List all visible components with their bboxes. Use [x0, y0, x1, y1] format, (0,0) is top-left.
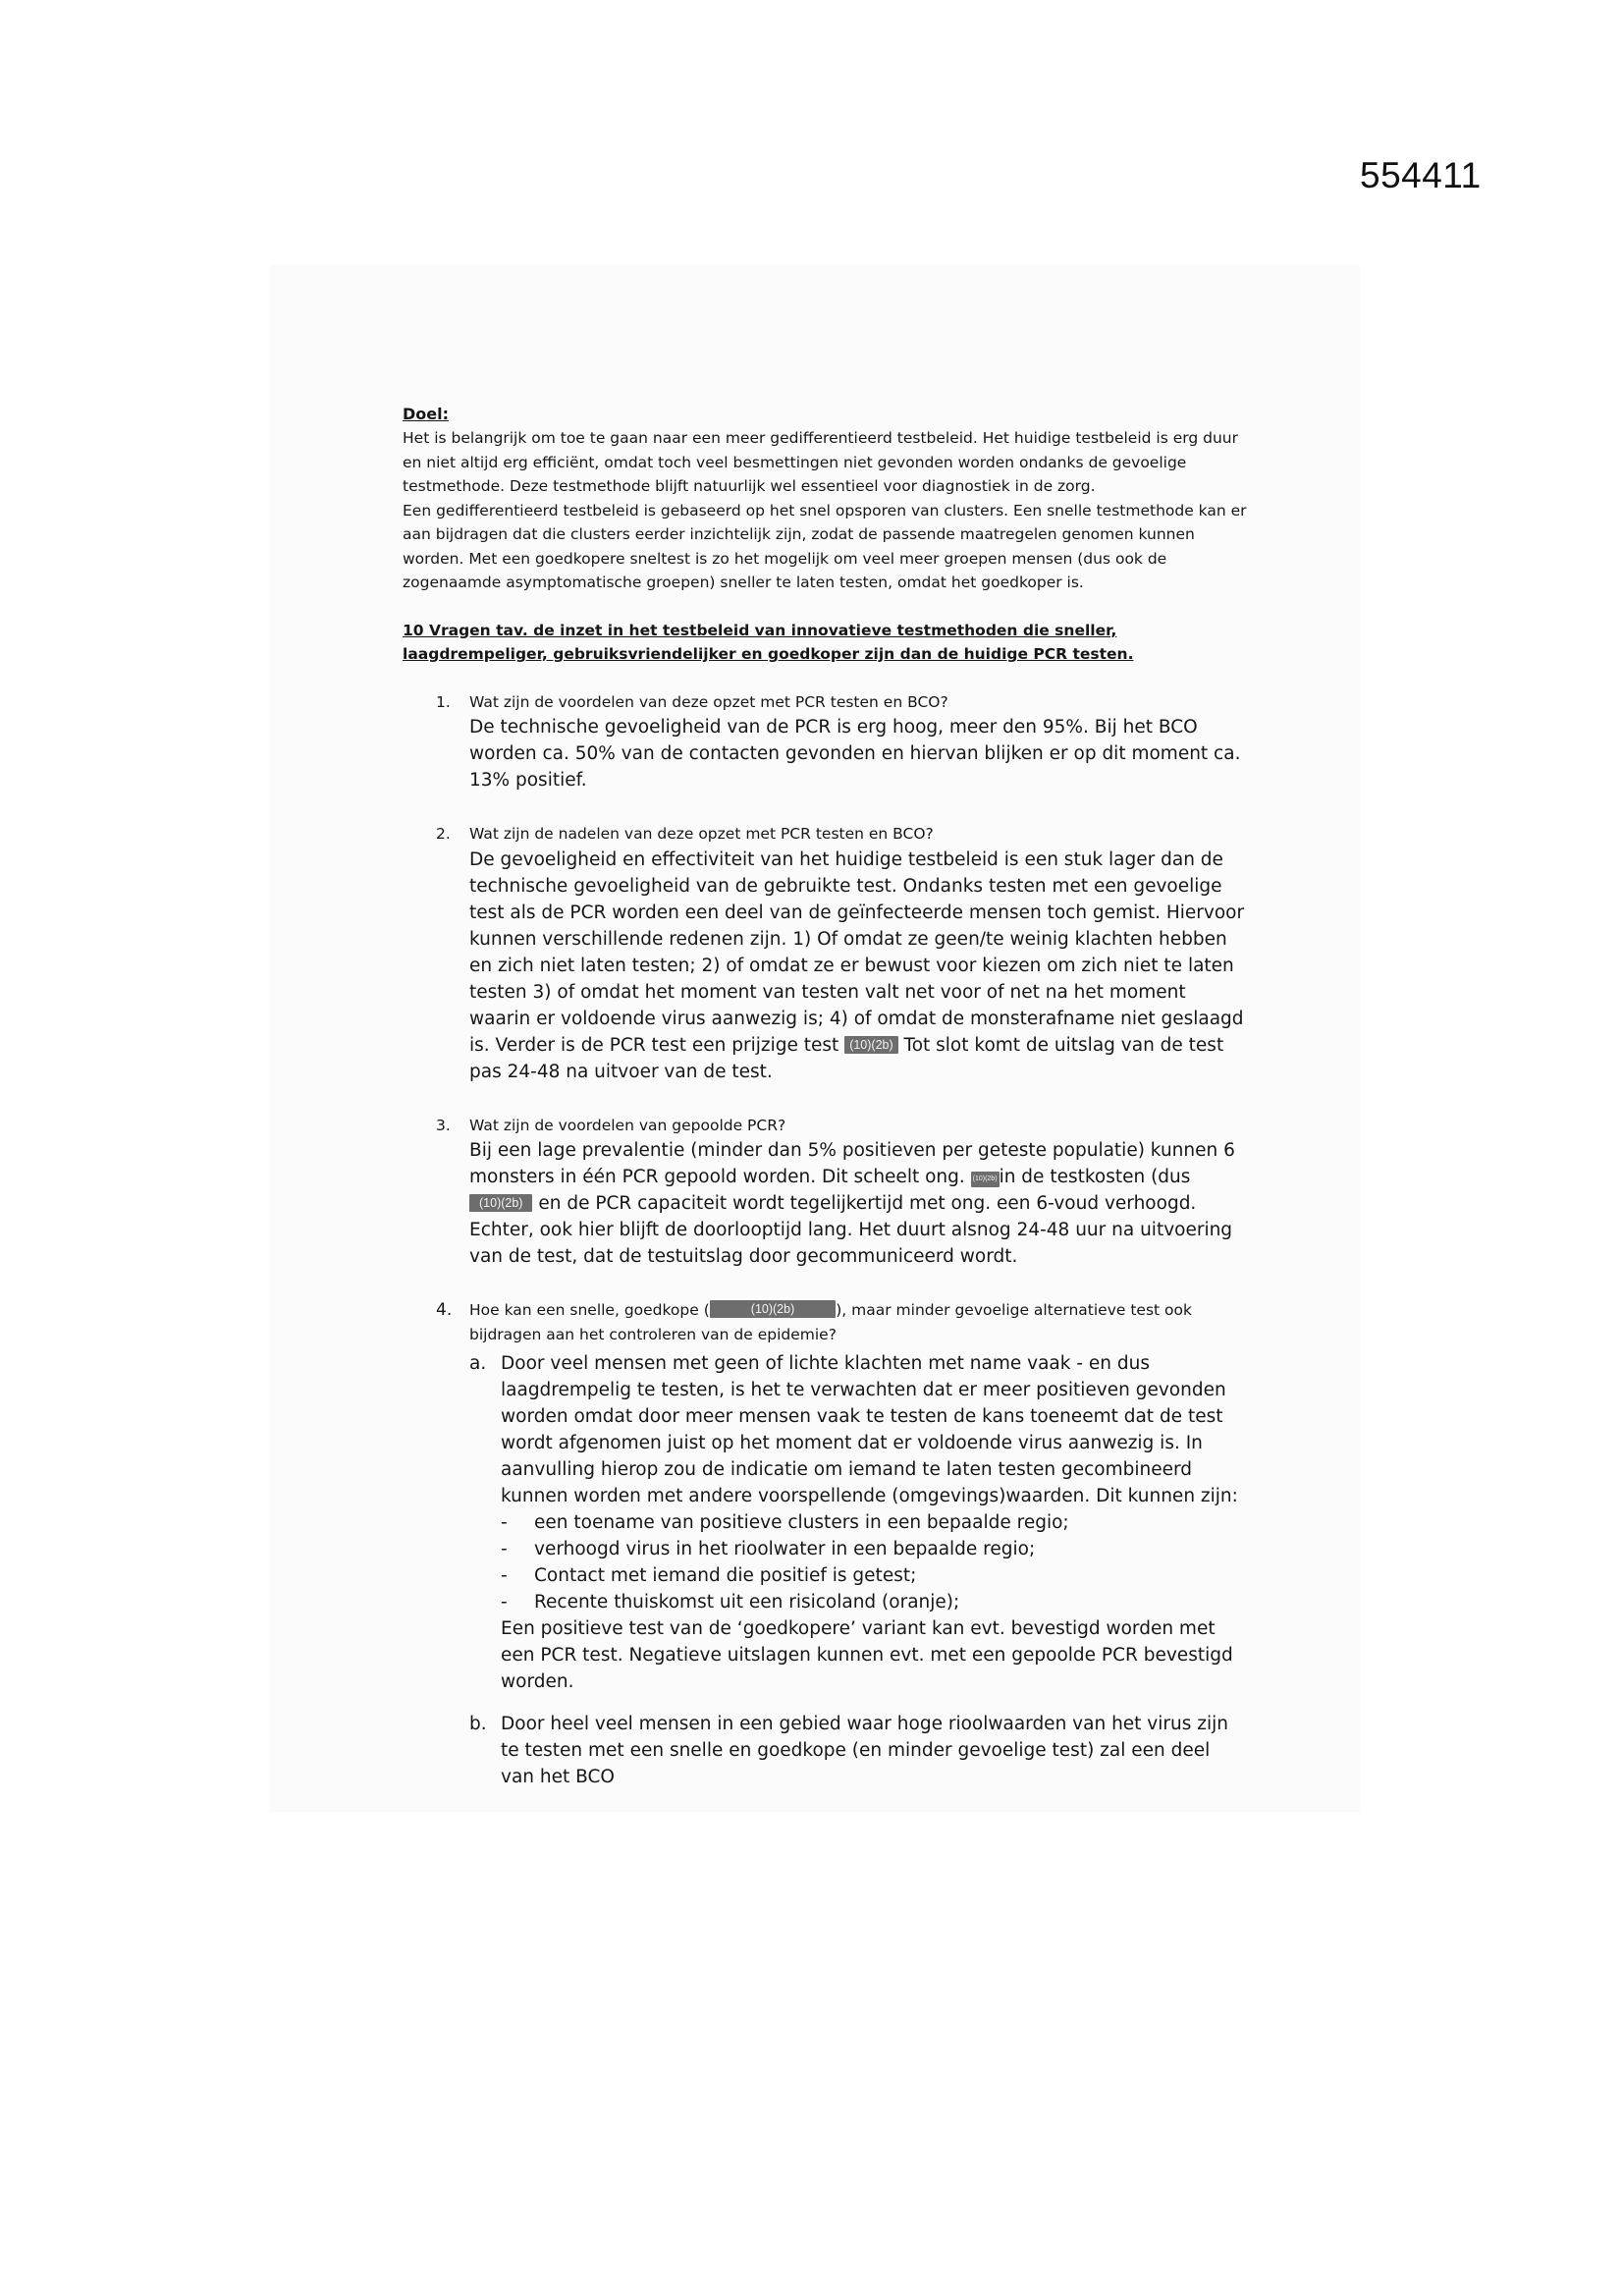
indicator-text: Recente thuiskomst uit een risicoland (oranje);: [534, 1592, 960, 1613]
question-number: 1.: [436, 692, 451, 711]
doel-paragraph: Het is belangrijk om toe te gaan naar een meer gedifferentieerd testbeleid. Het huidige testbeleid is erg duur en niet altijd erg efficiënt, omdat toch veel besmettingen niet gevonden worden ondanks de gevoelige testmethode. Deze testmethode blijft natuurlijk wel essentieel voor diagnostiek in de zorg.: [403, 429, 1238, 495]
question-segment: Hoe kan een snelle, goedkope (: [469, 1301, 710, 1319]
sub-answer-letter: a.: [469, 1353, 487, 1374]
sub-answer-letter: b.: [469, 1714, 487, 1734]
question-item: [403, 1298, 1247, 1790]
question-number: 3.: [436, 1116, 451, 1134]
redaction-box: (10)(2b): [469, 1194, 532, 1212]
answer-text: [469, 847, 1247, 1085]
indicator-item: [501, 1562, 1247, 1589]
question-text: Wat zijn de nadelen van deze opzet met PCR testen en BCO?: [469, 825, 934, 843]
sub-answer-item: [469, 1711, 1247, 1790]
indicator-text: een toename van positieve clusters in een bepaalde regio;: [534, 1512, 1069, 1533]
redaction-box: (10)(2b): [710, 1300, 836, 1318]
sub-answer-closing: Een positieve test van de ‘goedkopere’ variant kan evt. bevestigd worden met een PCR test. Negatieve uitslagen kunnen evt. met een gepoolde PCR bevestigd worden.: [501, 1618, 1233, 1692]
answer-text: [469, 1137, 1247, 1270]
question-text: Wat zijn de voordelen van deze opzet met PCR testen en BCO?: [469, 692, 948, 711]
question-list: [403, 690, 1247, 1791]
sub-answer-item: [469, 1350, 1247, 1695]
indicator-text: Contact met iemand die positief is getest;: [534, 1565, 917, 1586]
redaction-box: (10)(2b): [971, 1172, 1000, 1187]
answer-segment: De gevoeligheid en effectiviteit van het huidige testbeleid is een stuk lager dan de technische gevoeligheid van de gebruikte test. Ondanks testen met een gevoelige test als de PCR worden een deel van de geïnfecteerde mensen toch gemist. Hiervoor kunnen verschillende redenen zijn. 1) Of omdat ze geen/te weinig klachten hebben en zich niet laten testen; 2) of omdat ze er bewust voor kiezen om zich niet te laten testen 3) of omdat het moment van testen valt net voor of net na het moment waarin er voldoende virus aanwezig is; 4) of omdat de monsterafname niet geslaagd is. Verder is de PCR test een prijzige test: [469, 848, 1245, 1056]
dash-bullet: -: [501, 1565, 508, 1586]
indicator-text: verhoogd virus in het rioolwater in een bepaalde regio;: [534, 1539, 1036, 1559]
question-text: Wat zijn de voordelen van gepoolde PCR?: [469, 1116, 786, 1134]
answer-segment: Tot slot komt de uitslag van de test pas 24-48 na uitvoer van de test.: [469, 1034, 1224, 1082]
indicator-list: [501, 1509, 1247, 1615]
document-body: [403, 403, 1247, 1819]
answer-text: De technische gevoeligheid van de PCR is erg hoog, meer den 95%. Bij het BCO worden ca. 50% van de contacten gevonden en hiervan blijken er op dit moment ca. 13% positief.: [469, 717, 1241, 791]
question-segment: ), maar minder gevoelige alternatieve test ook bijdragen aan het controleren van de epidemie?: [469, 1301, 1192, 1343]
sub-answer-list: [469, 1350, 1247, 1790]
sub-answer-text: Door veel mensen met geen of lichte klachten met name vaak - en dus laagdrempelig te testen, is het te verwachten dat er meer positieven gevonden worden omdat door meer mensen vaak te testen de kans toeneemt dat de test wordt afgenomen juist op het moment dat er voldoende virus aanwezig is. In aanvulling hierop zou de indicatie om iemand te laten testen gecombineerd kunnen worden met andere voorspellende (omgevings)waarden. Dit kunnen zijn:: [501, 1353, 1238, 1506]
dash-bullet: -: [501, 1512, 508, 1533]
indicator-item: [501, 1589, 1247, 1615]
question-number: 4.: [436, 1300, 453, 1320]
sub-answer-text: Door heel veel mensen in een gebied waar hoge rioolwaarden van het virus zijn te testen met een snelle en goedkope (en minder gevoelige test) zal een deel van het BCO: [501, 1714, 1228, 1787]
dash-bullet: -: [501, 1592, 508, 1613]
redaction-box: (10)(2b): [844, 1036, 897, 1054]
answer-segment: in de testkosten (dus: [999, 1167, 1191, 1187]
vragen-heading: 10 Vragen tav. de inzet in het testbeleid van innovatieve testmethoden die sneller, laagdrempeliger, gebruiksvriendelijker en goedkoper zijn dan de huidige PCR testen.: [403, 621, 1134, 663]
doel-heading: Doel:: [403, 405, 450, 423]
question-text: [469, 1298, 1247, 1346]
indicator-item: [501, 1509, 1247, 1536]
question-item: [403, 690, 1247, 794]
question-number: 2.: [436, 825, 451, 843]
question-item: [403, 1114, 1247, 1271]
dash-bullet: -: [501, 1539, 508, 1559]
doel-section: [403, 426, 1247, 595]
question-item: [403, 822, 1247, 1085]
answer-segment: en de PCR capaciteit wordt tegelijkertijd met ong. een 6-voud verhoogd. Echter, ook hier blijft de doorlooptijd lang. Het duurt alsnog 24-48 uur na uitvoering van de test, dat de testuitslag door gecommuniceerd wordt.: [469, 1193, 1233, 1267]
answer-segment: Bij een lage prevalentie (minder dan 5% positieven per geteste populatie) kunnen 6 monsters in één PCR gepoold worden. Dit scheelt ong.: [469, 1140, 1235, 1187]
indicator-item: [501, 1536, 1247, 1562]
document-number: 554411: [1360, 155, 1482, 195]
doel-paragraph: Een gedifferentieerd testbeleid is gebaseerd op het snel opsporen van clusters. Een snelle testmethode kan er aan bijdragen dat die clusters eerder inzichtelijk zijn, zodat de passende maatregelen genomen kunnen worden. Met een goedkopere sneltest is zo het mogelijk om veel meer groepen mensen (dus ook de zogenaamde asymptomatische groepen) sneller te laten testen, omdat het goedkoper is.: [403, 501, 1247, 591]
